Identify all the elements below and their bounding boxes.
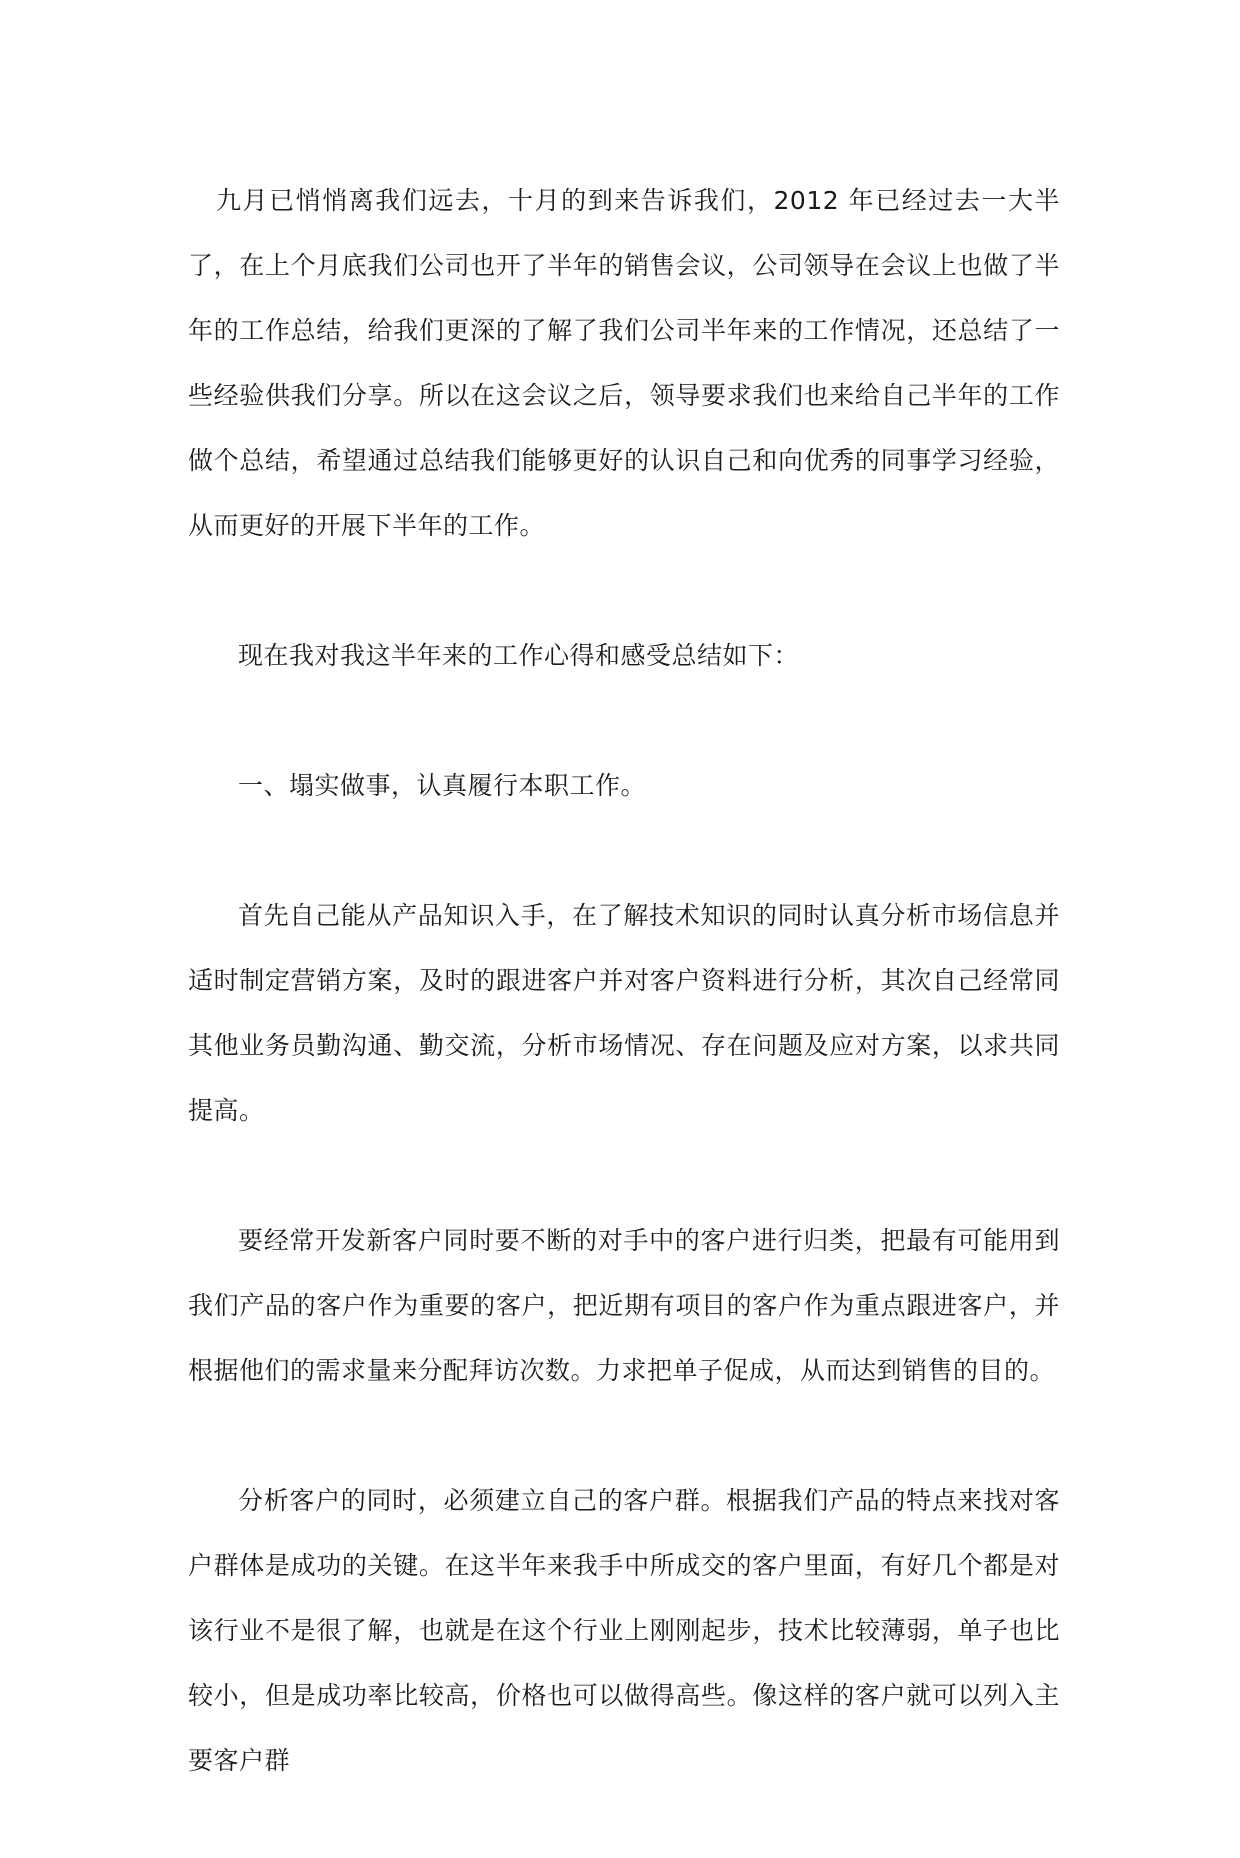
- section-heading-1: 一、塌实做事，认真履行本职工作。: [238, 771, 647, 800]
- paragraph-new-clients: 要经常开发新客户同时要不断的对手中的客户进行归类，把最有可能用到我们产品的客户作为重要的客户，把近期有项目的客户作为重点跟进客户，并根据他们的需求量来分配拜访次数。力求把单子促成，从而达到销售的目的。: [188, 1226, 1060, 1385]
- paragraph-intro: 九月已悄悄离我们远去，十月的到来告诉我们，2012 年已经过去一大半了，在上个月底我们公司也开了半年的销售会议，公司领导在会议上也做了半年的工作总结，给我们更深的了解了我们公司半年来的工作情况，还总结了一些经验供我们分享。所以在这会议之后，领导要求我们也来给自己半年的工作做个总结，希望通过总结我们能够更好的认识自己和向优秀的同事学习经验，从而更好的开展下半年的工作。: [188, 186, 1060, 540]
- paragraph-client-groups: 分析客户的同时，必须建立自己的客户群。根据我们产品的特点来找对客户群体是成功的关键。在这半年来我手中所成交的客户里面，有好几个都是对该行业不是很了解，也就是在这个行业上刚刚起步，技术比较薄弱，单子也比较小，但是成功率比较高，价格也可以做得高些。像这样的客户就可以列入主要客户群: [188, 1486, 1060, 1775]
- document-body: [188, 168, 1060, 1858]
- paragraph-summary-lead: 现在我对我这半年来的工作心得和感受总结如下：: [238, 641, 800, 670]
- paragraph-product-knowledge: 首先自己能从产品知识入手，在了解技术知识的同时认真分析市场信息并适时制定营销方案，及时的跟进客户并对客户资料进行分析，其次自己经常同其他业务员勤沟通、勤交流，分析市场情况、存在问题及应对方案，以求共同提高。: [188, 901, 1060, 1125]
